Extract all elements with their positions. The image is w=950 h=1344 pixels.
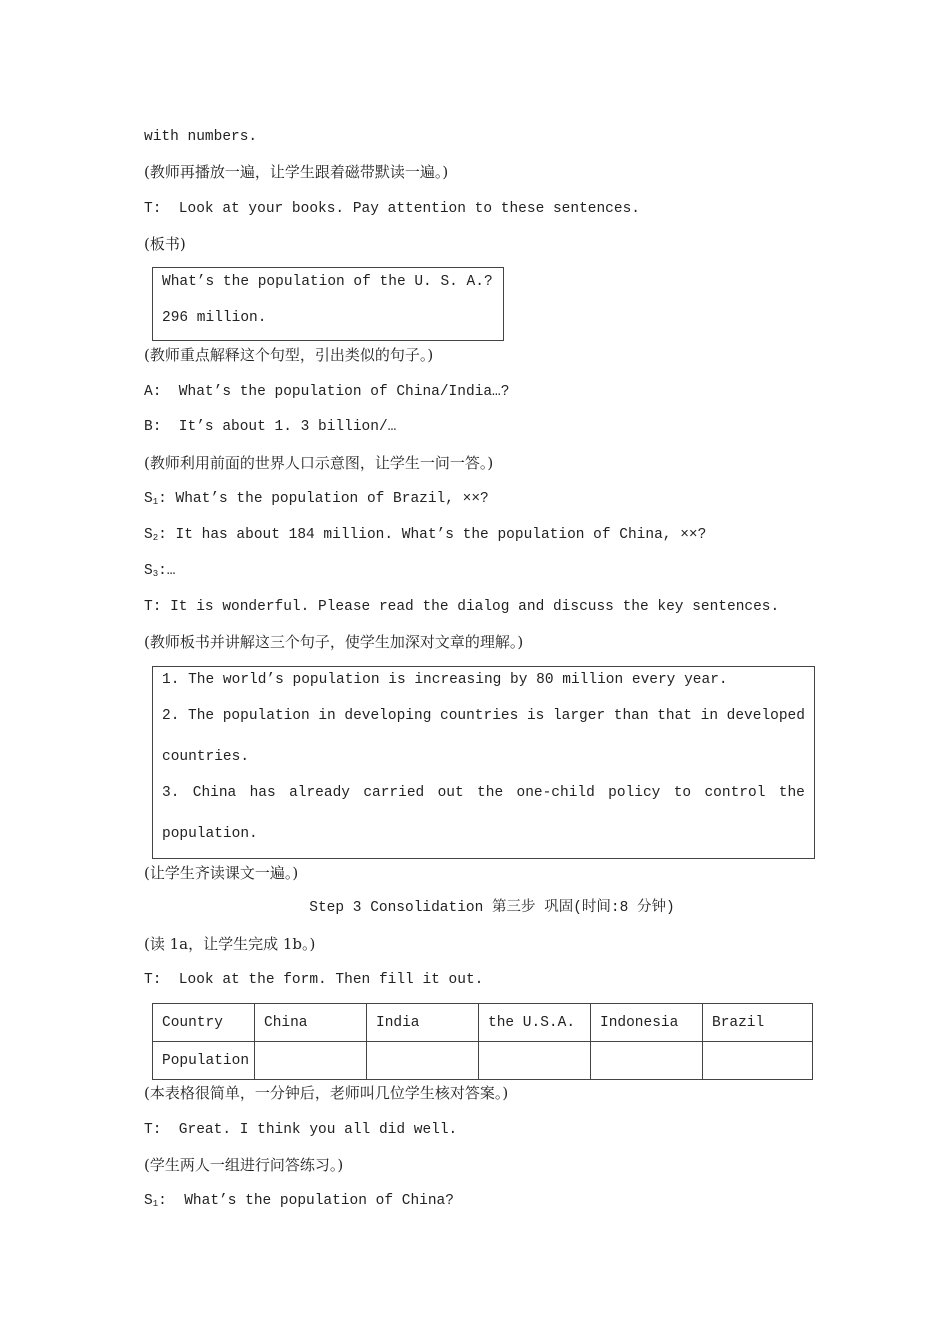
dialog-line: T: Look at the form. Then fill it out. xyxy=(144,972,484,988)
table-header-cell: Country xyxy=(153,1004,255,1042)
table-cell-empty xyxy=(479,1042,591,1080)
dialog-line: T: It is wonderful. Please read the dialog and discuss the key sentences. xyxy=(144,599,780,615)
word: developed xyxy=(726,708,805,724)
dialog-text: : It has about 184 million. What’s the population of China, ××? xyxy=(158,527,707,543)
word: policy xyxy=(608,785,661,801)
dialog-line xyxy=(144,525,706,548)
table-header-cell: India xyxy=(367,1004,479,1042)
dialog-line xyxy=(144,1191,454,1214)
text-line: with numbers. xyxy=(144,129,258,145)
word: 3. xyxy=(162,785,180,801)
word: is xyxy=(526,708,545,724)
word: China xyxy=(192,785,237,801)
dialog-line: B: It’s about 1. 3 billion/… xyxy=(144,419,397,435)
box-line-justified xyxy=(162,783,805,803)
teacher-note: (教师再播放一遍，让学生跟着磁带默读一遍。) xyxy=(144,163,449,181)
table-row-label: Population xyxy=(153,1042,255,1080)
box-line-justified xyxy=(162,706,805,726)
dialog-line: T: Look at your books. Pay attention to these sentences. xyxy=(144,201,640,217)
table-cell-empty xyxy=(367,1042,479,1080)
word: in xyxy=(700,708,719,724)
table-header-cell: Brazil xyxy=(703,1004,813,1042)
word: that xyxy=(657,708,693,724)
word: larger xyxy=(552,708,606,724)
box-line: 296 million. xyxy=(162,310,267,326)
teacher-note: (板书) xyxy=(144,235,186,253)
speaker-index: 1 xyxy=(152,1199,159,1209)
speaker: S xyxy=(144,563,153,579)
dialog-line: A: What’s the population of China/India…? xyxy=(144,384,510,400)
blackboard-box-1 xyxy=(152,267,504,341)
speaker: S xyxy=(144,1193,153,1209)
box-line: population. xyxy=(162,826,258,842)
dialog-text: :… xyxy=(158,563,176,579)
step-heading: Step 3 Consolidation 第三步 巩固(时间:8 分钟) xyxy=(309,900,675,916)
teacher-note: (教师重点解释这个句型，引出类似的句子。) xyxy=(144,346,434,364)
word: carried xyxy=(363,785,425,801)
speaker-index: 2 xyxy=(152,533,159,543)
word: population xyxy=(222,708,310,724)
table-cell-empty xyxy=(591,1042,703,1080)
dialog-text: : What’s the population of China? xyxy=(158,1193,454,1209)
word: The xyxy=(188,708,215,724)
word: out xyxy=(437,785,464,801)
teacher-note: (读 1a，让学生完成 1b。) xyxy=(144,935,316,953)
table-row xyxy=(153,1004,813,1042)
word: in xyxy=(318,708,336,724)
table-header-cell: the U.S.A. xyxy=(479,1004,591,1042)
dialog-text: : What’s the population of Brazil, ××? xyxy=(158,491,489,507)
word: has xyxy=(249,785,276,801)
word: 2. xyxy=(162,708,180,724)
box-line: 1. The world’s population is increasing by 80 million every year. xyxy=(162,672,728,688)
box-line: What’s the population of the U. S. A.? xyxy=(162,274,493,290)
teacher-note: (本表格很简单，一分钟后，老师叫几位学生核对答案。) xyxy=(144,1084,509,1102)
teacher-note: (教师板书并讲解这三个句子，使学生加深对文章的理解。) xyxy=(144,633,524,651)
table-cell-empty xyxy=(255,1042,367,1080)
teacher-note: (教师利用前面的世界人口示意图，让学生一问一答。) xyxy=(144,454,494,472)
table-header-cell: China xyxy=(255,1004,367,1042)
speaker-index: 1 xyxy=(152,497,159,507)
word: one-child xyxy=(516,785,595,801)
blackboard-box-2 xyxy=(152,666,815,859)
teacher-note: (让学生齐读课文一遍。) xyxy=(144,864,299,882)
table-cell-empty xyxy=(703,1042,813,1080)
table-row xyxy=(153,1042,813,1080)
speaker-index: 3 xyxy=(152,569,159,579)
word: the xyxy=(477,785,504,801)
word: countries xyxy=(440,708,519,724)
population-table xyxy=(152,1003,813,1080)
word: already xyxy=(289,785,350,801)
table-header-cell: Indonesia xyxy=(591,1004,703,1042)
word: the xyxy=(778,785,805,801)
dialog-line xyxy=(144,561,176,584)
box-line: countries. xyxy=(162,749,250,765)
teacher-note: (学生两人一组进行问答练习。) xyxy=(144,1156,344,1174)
word: developing xyxy=(344,708,432,724)
dialog-line: T: Great. I think you all did well. xyxy=(144,1122,458,1138)
word: control xyxy=(704,785,766,801)
word: than xyxy=(613,708,649,724)
speaker: S xyxy=(144,491,153,507)
dialog-line xyxy=(144,489,489,512)
speaker: S xyxy=(144,527,153,543)
word: to xyxy=(673,785,692,801)
